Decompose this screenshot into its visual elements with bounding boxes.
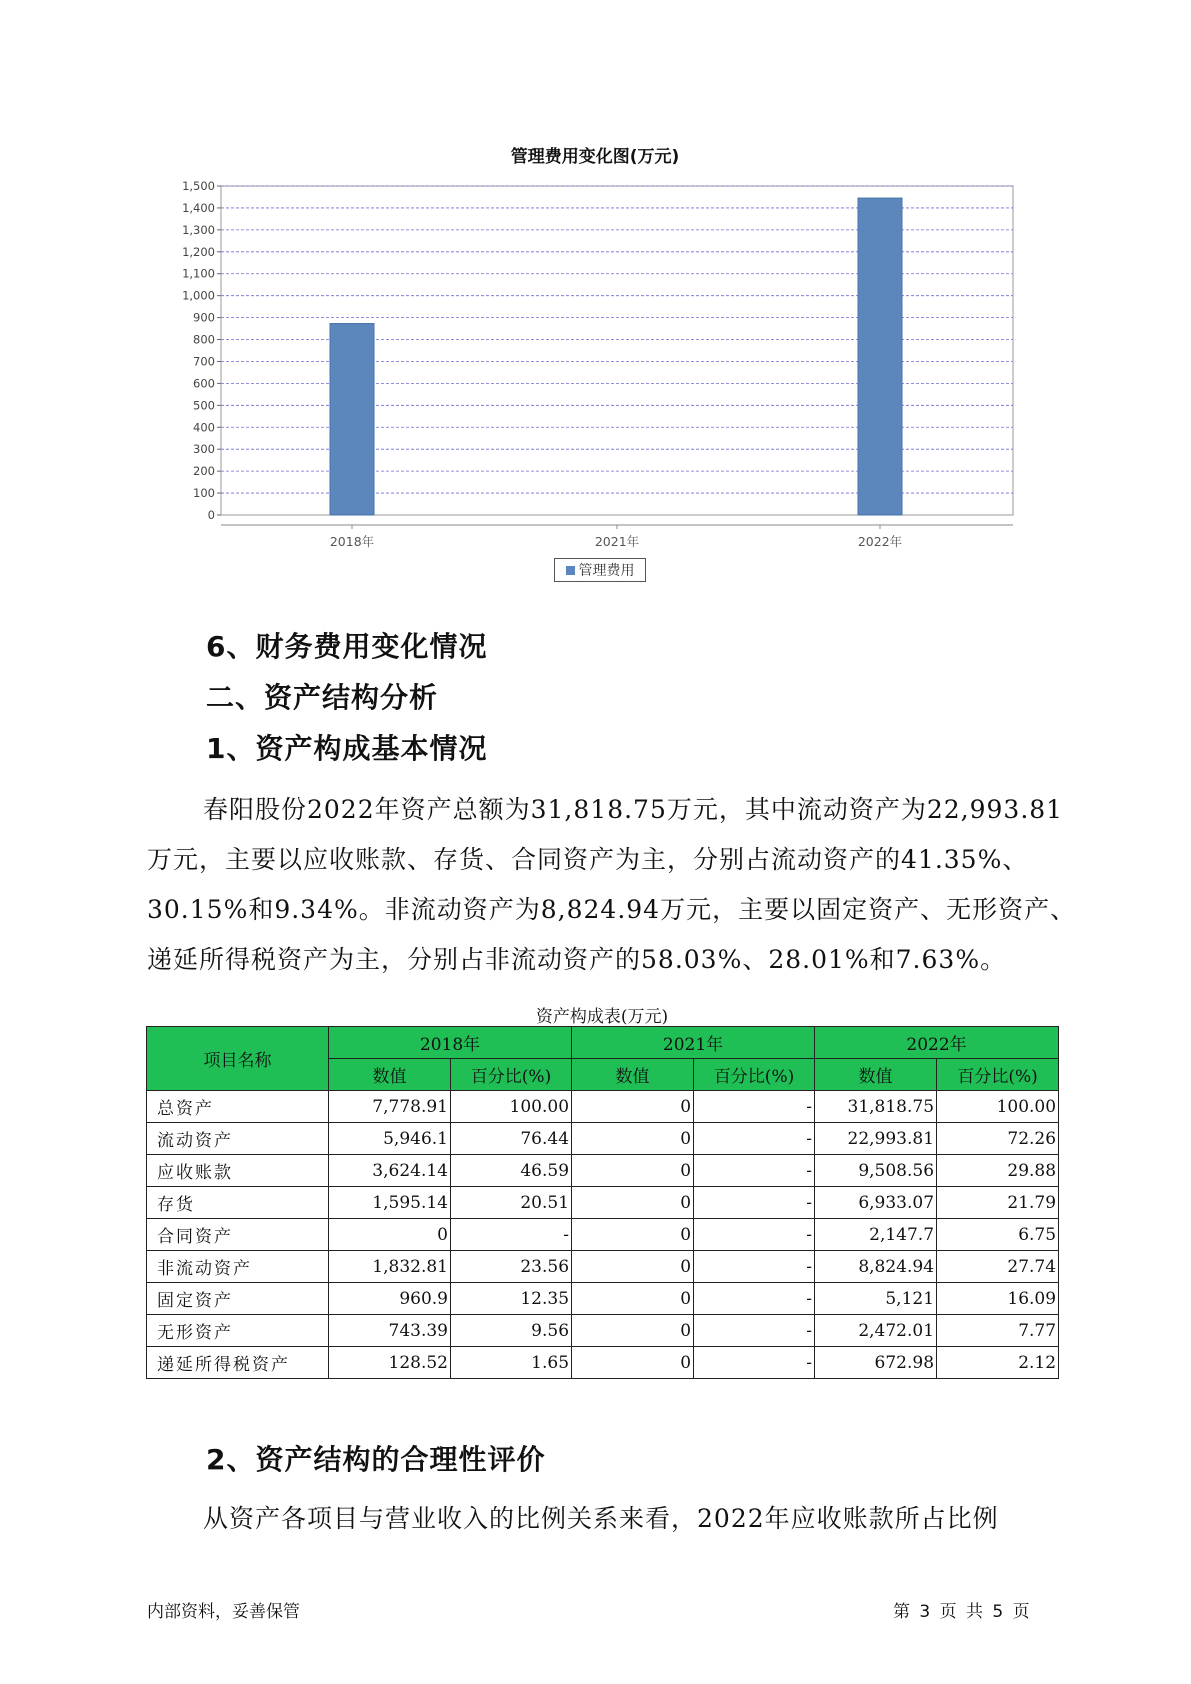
table-cell: -	[694, 1283, 815, 1315]
y-tick-label: 1,500	[182, 179, 215, 193]
table-cell: 2,472.01	[815, 1315, 937, 1347]
heading-finance-cost: 6、财务费用变化情况	[206, 630, 488, 663]
table-row	[147, 1283, 1059, 1315]
chart-legend	[554, 558, 646, 582]
header-percent: 百分比(%)	[937, 1059, 1059, 1091]
row-label: 流动资产	[147, 1123, 329, 1155]
table-cell: 6,933.07	[815, 1187, 937, 1219]
footer-confidential: 内部资料，妥善保管	[147, 1602, 300, 1622]
table-row	[147, 1187, 1059, 1219]
header-percent: 百分比(%)	[694, 1059, 815, 1091]
table-cell: -	[694, 1123, 815, 1155]
y-tick-label: 1,300	[182, 222, 215, 237]
table-cell: 100.00	[937, 1091, 1059, 1123]
row-label: 递延所得税资产	[147, 1347, 329, 1379]
table-cell: 23.56	[451, 1251, 572, 1283]
y-tick-label: 1,200	[182, 244, 215, 259]
table-cell: -	[451, 1219, 572, 1251]
table-cell: -	[694, 1315, 815, 1347]
heading-structure-evaluation: 2、资产结构的合理性评价	[206, 1443, 546, 1476]
paragraph-line: 从资产各项目与营业收入的比例关系来看，2022年应收账款所占比例	[203, 1504, 999, 1533]
y-tick-label: 400	[193, 420, 215, 435]
table-row	[147, 1123, 1059, 1155]
table-cell: 0	[572, 1251, 694, 1283]
heading-asset-composition: 1、资产构成基本情况	[206, 732, 488, 765]
table-caption: 资产构成表(万元)	[535, 1007, 669, 1027]
table-row	[147, 1091, 1059, 1123]
y-tick-label: 1,000	[182, 288, 215, 303]
header-year: 2021年	[572, 1027, 815, 1059]
paragraph-line: 30.15%和9.34%。非流动资产为8,824.94万元，主要以固定资产、无形资产、	[147, 895, 1077, 924]
y-tick-label: 600	[193, 376, 215, 391]
paragraph-line: 春阳股份2022年资产总额为31,818.75万元，其中流动资产为22,993.81	[203, 795, 1064, 824]
table-cell: 7.77	[937, 1315, 1059, 1347]
table-row	[147, 1219, 1059, 1251]
table-cell: -	[694, 1219, 815, 1251]
table-cell: 0	[572, 1187, 694, 1219]
asset-table	[146, 1026, 1059, 1379]
row-label: 无形资产	[147, 1315, 329, 1347]
chart-title: 管理费用变化图(万元)	[510, 147, 680, 167]
paragraph-evaluation	[147, 1494, 1069, 1544]
x-tick-label: 2022年	[857, 534, 903, 549]
table-cell: 9,508.56	[815, 1155, 937, 1187]
table-cell: 3,624.14	[329, 1155, 451, 1187]
y-tick-label: 0	[207, 508, 215, 522]
table-cell: -	[694, 1187, 815, 1219]
asset-table-body	[147, 1091, 1059, 1379]
table-cell: 128.52	[329, 1347, 451, 1379]
header-value: 数值	[572, 1059, 694, 1091]
table-cell: 0	[572, 1123, 694, 1155]
paragraph-asset-summary	[147, 785, 1077, 985]
table-cell: 20.51	[451, 1187, 572, 1219]
table-cell: 21.79	[937, 1187, 1059, 1219]
table-row	[147, 1347, 1059, 1379]
paragraph-line: 递延所得税资产为主，分别占非流动资产的58.03%、28.01%和7.63%。	[147, 945, 1007, 974]
table-cell: 0	[572, 1091, 694, 1123]
table-cell: 672.98	[815, 1347, 937, 1379]
table-cell: -	[694, 1155, 815, 1187]
table-cell: 1,595.14	[329, 1187, 451, 1219]
paragraph-line: 万元，主要以应收账款、存货、合同资产为主，分别占流动资产的41.35%、	[147, 845, 1029, 874]
y-tick-label: 100	[193, 486, 215, 501]
header-year: 2018年	[329, 1027, 572, 1059]
table-cell: 6.75	[937, 1219, 1059, 1251]
y-tick-label: 1,100	[182, 266, 215, 281]
heading-asset-structure: 二、资产结构分析	[206, 681, 439, 714]
table-cell: 5,121	[815, 1283, 937, 1315]
table-cell: 960.9	[329, 1283, 451, 1315]
table-cell: 0	[572, 1315, 694, 1347]
table-cell: 12.35	[451, 1283, 572, 1315]
table-row	[147, 1315, 1059, 1347]
y-tick-label: 900	[193, 310, 215, 325]
table-row	[147, 1155, 1059, 1187]
header-item-name: 项目名称	[147, 1027, 329, 1091]
row-label: 合同资产	[147, 1219, 329, 1251]
y-tick-label: 700	[193, 354, 215, 369]
table-cell: 2.12	[937, 1347, 1059, 1379]
row-label: 固定资产	[147, 1283, 329, 1315]
table-cell: -	[694, 1347, 815, 1379]
table-cell: 0	[572, 1347, 694, 1379]
row-label: 应收账款	[147, 1155, 329, 1187]
table-cell: 1.65	[451, 1347, 572, 1379]
table-cell: 9.56	[451, 1315, 572, 1347]
legend-swatch	[566, 566, 575, 575]
table-cell: 76.44	[451, 1123, 572, 1155]
header-value: 数值	[329, 1059, 451, 1091]
table-cell: -	[694, 1251, 815, 1283]
bar-chart	[0, 0, 1191, 560]
header-value: 数值	[815, 1059, 937, 1091]
row-label: 存货	[147, 1187, 329, 1219]
x-tick-label: 2018年	[329, 534, 375, 549]
table-cell: 0	[572, 1283, 694, 1315]
legend-label: 管理费用	[578, 563, 635, 579]
table-cell: 2,147.7	[815, 1219, 937, 1251]
y-tick-label: 200	[193, 464, 215, 479]
table-cell: 743.39	[329, 1315, 451, 1347]
table-cell: 16.09	[937, 1283, 1059, 1315]
x-tick-label: 2021年	[594, 534, 640, 549]
table-cell: 22,993.81	[815, 1123, 937, 1155]
table-cell: 0	[572, 1155, 694, 1187]
row-label: 非流动资产	[147, 1251, 329, 1283]
footer-page-number: 第 3 页 共 5 页	[893, 1602, 1030, 1622]
y-tick-label: 800	[193, 332, 215, 347]
table-cell: 100.00	[451, 1091, 572, 1123]
table-cell: 0	[329, 1219, 451, 1251]
header-year: 2022年	[815, 1027, 1059, 1059]
bar-2022年	[858, 198, 902, 515]
table-cell: 8,824.94	[815, 1251, 937, 1283]
row-label: 总资产	[147, 1091, 329, 1123]
y-tick-label: 500	[193, 398, 215, 413]
table-cell: -	[694, 1091, 815, 1123]
table-cell: 31,818.75	[815, 1091, 937, 1123]
table-cell: 5,946.1	[329, 1123, 451, 1155]
y-tick-label: 1,400	[182, 200, 215, 215]
table-cell: 1,832.81	[329, 1251, 451, 1283]
table-cell: 29.88	[937, 1155, 1059, 1187]
table-cell: 7,778.91	[329, 1091, 451, 1123]
table-cell: 46.59	[451, 1155, 572, 1187]
table-cell: 0	[572, 1219, 694, 1251]
table-row	[147, 1251, 1059, 1283]
bar-2018年	[330, 324, 374, 515]
table-cell: 27.74	[937, 1251, 1059, 1283]
y-tick-label: 300	[193, 442, 215, 457]
table-cell: 72.26	[937, 1123, 1059, 1155]
header-percent: 百分比(%)	[451, 1059, 572, 1091]
